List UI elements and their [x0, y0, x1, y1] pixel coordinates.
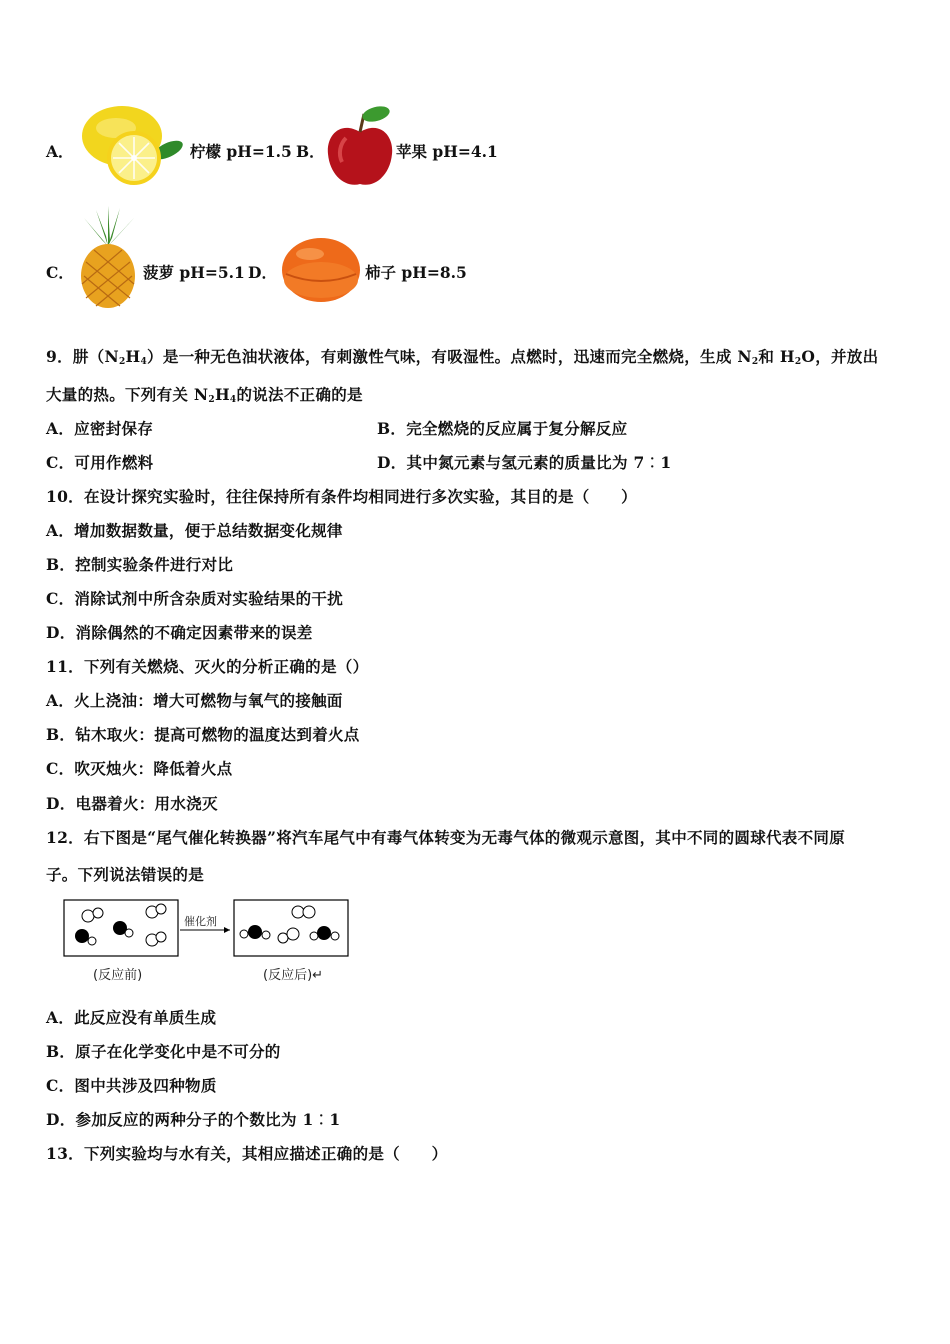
q10-option-a: A．增加数据数量，便于总结数据变化规律 — [46, 521, 343, 540]
pineapple-image — [76, 206, 140, 308]
q10-option-d: D．消除偶然的不确定因素带来的误差 — [46, 623, 313, 642]
option-c-label: 菠萝 pH=5.1 — [143, 263, 245, 282]
after-caption: (反应后)↵ — [263, 968, 324, 983]
q12-stem-line1: 12．右下图是“尾气催化转换器”将汽车尾气中有毒气体转变为无毒气体的微观示意图，其中不同的圆球代表不同原 — [46, 828, 846, 847]
q11-option-d: D．电器着火：用水浇灭 — [46, 794, 218, 813]
q11-option-a: A．火上浇油：增大可燃物与氧气的接触面 — [46, 691, 343, 710]
q9-option-c: C．可用作燃料 — [46, 453, 154, 472]
q12-option-b: B．原子在化学变化中是不可分的 — [46, 1042, 281, 1061]
q10-option-b: B．控制实验条件进行对比 — [46, 555, 234, 574]
q9-option-b: B．完全燃烧的反应属于复分解反应 — [377, 419, 628, 438]
option-d-letter: D． — [248, 263, 277, 282]
q12-option-d: D．参加反应的两种分子的个数比为 1︰1 — [46, 1110, 341, 1129]
option-c-letter: C． — [46, 263, 74, 282]
q12-option-c: C．图中共涉及四种物质 — [46, 1076, 217, 1095]
before-caption: (反应前) — [93, 968, 143, 983]
option-b-label: 苹果 pH=4.1 — [396, 142, 498, 161]
q10-stem: 10．在设计探究实验时，往往保持所有条件均相同进行多次实验，其目的是（ ） — [46, 487, 637, 506]
reaction-diagram — [62, 898, 352, 960]
catalyst-label: 催化剂 — [184, 915, 217, 928]
q13-stem: 13．下列实验均与水有关，其相应描述正确的是（ ） — [46, 1144, 448, 1163]
option-a-letter: A． — [46, 142, 74, 161]
option-d-label: 柿子 pH=8.5 — [365, 263, 467, 282]
persimmon-image — [280, 230, 362, 306]
q9-option-d: D．其中氮元素与氢元素的质量比为 7︰1 — [377, 453, 672, 472]
q12-option-a: A．此反应没有单质生成 — [46, 1008, 217, 1027]
option-b-letter: B． — [296, 142, 325, 161]
q9-option-a: A．应密封保存 — [46, 419, 154, 438]
q9-stem-line2: 大量的热。下列有关 $N_2H_4$的说法不正确的是 — [46, 385, 363, 405]
option-a-label: 柠檬 pH=1.5 — [190, 142, 292, 161]
q11-option-c: C．吹灭烛火：降低着火点 — [46, 759, 233, 778]
q9-stem-line1: 9．肼$(N_2H_4)$是一种无色油状液体，有刺激性气味，有吸湿性。点燃时，迅速而完全燃烧，生成 $N_2$和 $H_2O$，并放出 — [46, 347, 879, 367]
q10-option-c: C．消除试剂中所含杂质对实验结果的干扰 — [46, 589, 344, 608]
lemon-image — [76, 100, 188, 190]
apple-image — [326, 102, 394, 190]
q11-stem: 11．下列有关燃烧、灭火的分析正确的是（） — [46, 657, 369, 676]
q12-stem-line2: 子。下列说法错误的是 — [46, 865, 205, 884]
q11-option-b: B．钻木取火：提高可燃物的温度达到着火点 — [46, 725, 360, 744]
